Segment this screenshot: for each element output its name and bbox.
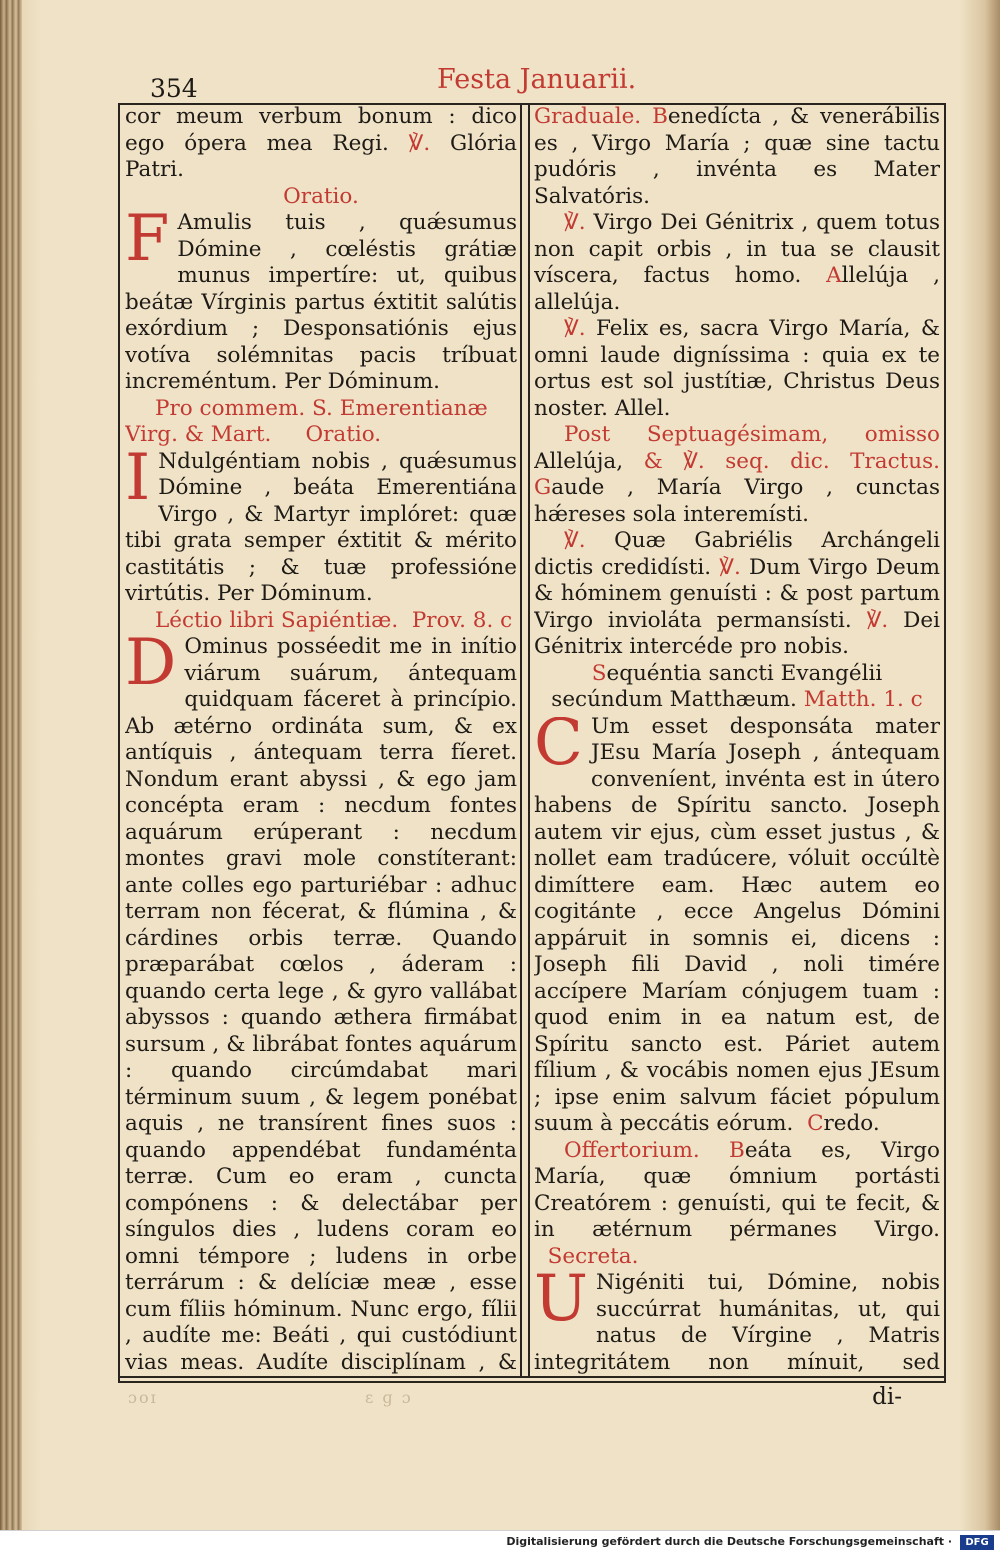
drop-capital: C [534, 716, 583, 769]
show-through-mark: ɛ ɡ ɔ [365, 1388, 413, 1407]
versicle-mark: ℣. [408, 130, 431, 156]
versicle-mark: ℣. [719, 554, 741, 580]
versicle-paragraph: ℣. Quæ Gabriélis Archángeli dictis credidísti. ℣. Dum Virgo Deum & hóminem genuísti : & post partum Virgo invioláta permansísti. ℣. Dei Génitrix intercéde pro nobis. [534, 528, 940, 659]
left-column [125, 104, 517, 1376]
digitization-note: Digitalisierung gefördert durch die Deutsche Forschungsgemeinschaft · [506, 1535, 952, 1548]
oratio-heading: Oratio. [283, 183, 359, 209]
scripture-reference: Matth. 1. c [803, 687, 923, 712]
offertorium-paragraph: Offertorium. Beáta es, Virgo María, quæ ómnium portásti Creatórem : genuísti, qui te fecit, & in ætérnum pérmanes Virgo. Secreta. [534, 1137, 940, 1269]
commemoration-heading: Pro commem. S. Emerentianæ Virg. & Mart. Oratio. [125, 395, 488, 447]
versicle-mark: ℣. [866, 607, 889, 633]
sequentia-heading: Sequéntia sancti Evangélii secúndum Matthæum. Matth. 1. c [551, 660, 923, 712]
show-through-mark: ɔoɪ [128, 1388, 158, 1407]
oratio-paragraph: F Amulis tuis , quǽsumus Dómine , cœléstis grátiæ munus impertíre: ut, quibus beátæ Vírginis partus éxtitit salútis exórdium ; Desponsatiónis ejus votíva solémnitas pacis tríbuat increméntum. Per Dóminum. [125, 210, 517, 394]
versicle-paragraph: ℣. Felix es, sacra Virgo María, & omni laude digníssima : quia ex te ortus est sol justítiæ, Christus Deus noster. Allel. [534, 316, 940, 421]
dfg-logo: DFG [960, 1535, 994, 1550]
drop-capital: U [534, 1273, 588, 1325]
lectio-paragraph: D Ominus posséedit me in inítio viárum suárum, ántequam quidquam fáceret à princípio. Ab ætérno ordináta sum, & ex antíquis , ántequam terra fíeret. Nondum erant abyssi , & ego jam concépta eram : necdum fontes aquárum erúperant : necdum montes gravi mole constíterant: ante colles ego parturiébar : adhuc terram non fécerat, & flúmina , & cárdines orbis terræ. Quando præparábat cœlos , áderam : quando certa lege , & gyro vallábat abyssos : quando æthera firmábat sursum , & librábat fontes aquárum : quando circúmdabat mari términum suum , & legem ponébat aquis , ne transírent fines suos : quando appendébat fundaménta terræ. Cum eo eram , cuncta compónens : & delectábar per síngulos dies , ludens coram eo omni témpore ; ludens in orbe terrárum : & delíciæ meæ , esse cum fíliis hóminum. Nunc ergo, fílii , audíte me: Beáti , qui custódiunt vias meas. Audíte disciplínam , & [125, 634, 517, 1375]
column-rule [520, 103, 522, 1378]
graduale-paragraph: Graduale. Benedícta , & venerábilis es , Virgo María ; quæ sine tactu pudóris , invénta es Mater Salvatóris. [534, 104, 940, 209]
right-column [534, 104, 940, 1376]
secreta-paragraph: U Nigéniti tui, Dómine, nobis succúrrat humánitas, ut, qui natus de Vírgine , Matris integritátem non mínuit, sed [534, 1270, 940, 1375]
secreta-heading: Secreta. [547, 1243, 639, 1269]
opening-text: cor meum verbum bonum : dico ego ópera mea Regi. ℣. Glória Patri. [125, 104, 517, 182]
catchword: di- [872, 1384, 902, 1410]
versicle-paragraph: ℣. Virgo Dei Génitrix , quem totus non capit orbis , in tua se clausit víscera, factus homo. Allelúja , allelúja. [534, 210, 940, 315]
drop-capital: F [125, 213, 170, 265]
page-number: 354 [150, 74, 198, 103]
gospel-paragraph: C Um esset desponsáta mater JEsu María Joseph , ántequam conveníent, invénta est in útero habens de Spíritu sancto. Joseph autem vir ejus, cùm esset justus , & nollet eam tradúcere, vóluit occúltè dimíttere eam. Hæc autem eo cogitánte , ecce Angelus Dómini appáruit in somnis ei, dicens : Joseph fili David , noli timére accípere Maríam cónjugem tuam : quod enim in ea natum est, de Spíritu sancto est. Páriet autem fílium , & vocábis nomen ejus JEsum ; ipse enim salvum fáciet pópulum suum à peccátis eórum. Credo. [534, 713, 940, 1136]
running-head: Festa Januarii. [437, 64, 637, 95]
book-gutter [0, 0, 22, 1530]
column-rule [528, 103, 530, 1378]
drop-capital: I [125, 451, 151, 504]
text-frame-bottom-rule [118, 1376, 946, 1383]
lectio-heading: Léctio libri Sapiéntiæ. Prov. 8. c [155, 607, 513, 633]
versicle-mark: ℣. [564, 210, 586, 235]
drop-capital: D [125, 637, 177, 689]
oratio-paragraph: I Ndulgéntiam nobis , quǽsumus Dómine , beáta Emerentiána Virgo , & Martyr implóret: quæ tibi grata semper éxtitit & mérito castitátis ; & tuæ professióne virtútis. Per Dóminum. [125, 448, 517, 606]
versicle-mark: ℣. [564, 528, 586, 553]
scripture-reference: Prov. 8. c [411, 607, 513, 633]
versicle-mark: ℣. [564, 316, 586, 341]
tractus-paragraph: Post Septuagésimam, omisso Allelúja, & ℣. seq. dic. Tractus. Gaude , María Virgo , cunctas hǽreses sola interemísti. [534, 422, 940, 527]
digitization-footer [0, 1530, 1000, 1555]
